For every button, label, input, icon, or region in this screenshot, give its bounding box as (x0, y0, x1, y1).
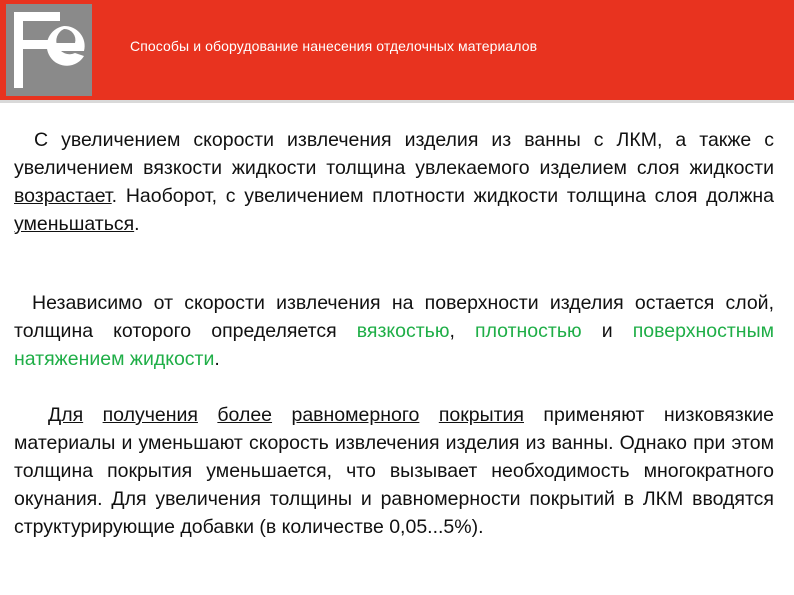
paragraph-2-highlight-3: поверхностным натяжением жидкости (14, 320, 775, 370)
fe-logo-icon-graphic (6, 4, 92, 96)
paragraph-3 (14, 401, 774, 541)
paragraph-2-text-2: , (449, 320, 476, 342)
paragraph-3-underlined-4: равномерного (291, 404, 420, 426)
paragraph-3-text-1: применяют низковязкие материалы и уменьшают скорость извлечения изделия из ванны. Однако при этом толщина покрытия уменьшается, что вызывает необходимость многократного окунания. Для увеличения толщины и равномерности покрытий в ЛКМ вводятся структурирующие добавки (в количестве 0,05...5%). (14, 404, 774, 538)
paragraph-2-text-3: и (581, 320, 633, 342)
paragraph-1-underlined-2: уменьшаться (14, 213, 135, 235)
paragraph-1-underlined-1: возрастает (14, 185, 112, 207)
paragraph-2 (14, 289, 774, 373)
paragraph-3-underlined-2: получения (102, 404, 198, 426)
paragraph-1-text-1: С увеличением скорости извлечения изделия из ванны с ЛКМ, а также с увеличением вязкости жидкости толщина увлекаемого изделием слоя жидкости (14, 129, 774, 179)
page-title: Способы и оборудование нанесения отделочных материалов (130, 38, 538, 54)
fe-logo-icon (6, 4, 92, 96)
paragraph-3-underlined-5: покрытия (438, 404, 524, 426)
paragraph-1-text-3: . (134, 213, 140, 235)
paragraph-1-text-2: . Наоборот, с увеличением плотности жидкости толщина слоя должна (111, 185, 774, 207)
paragraph-2-highlight-1: вязкостью (356, 320, 450, 342)
paragraph-3-underlined-1: Для (48, 404, 84, 426)
paragraph-2-text-4: . (214, 348, 220, 370)
paragraph-2-highlight-2: плотностью (475, 320, 582, 342)
paragraph-2-text-1: Независимо от скорости извлечения на поверхности изделия остается слой, толщина которого определяется (14, 292, 774, 342)
header-divider (0, 100, 794, 103)
paragraph-1 (14, 126, 774, 238)
slide-header (0, 0, 794, 100)
paragraph-3-underlined-3: более (217, 404, 273, 426)
